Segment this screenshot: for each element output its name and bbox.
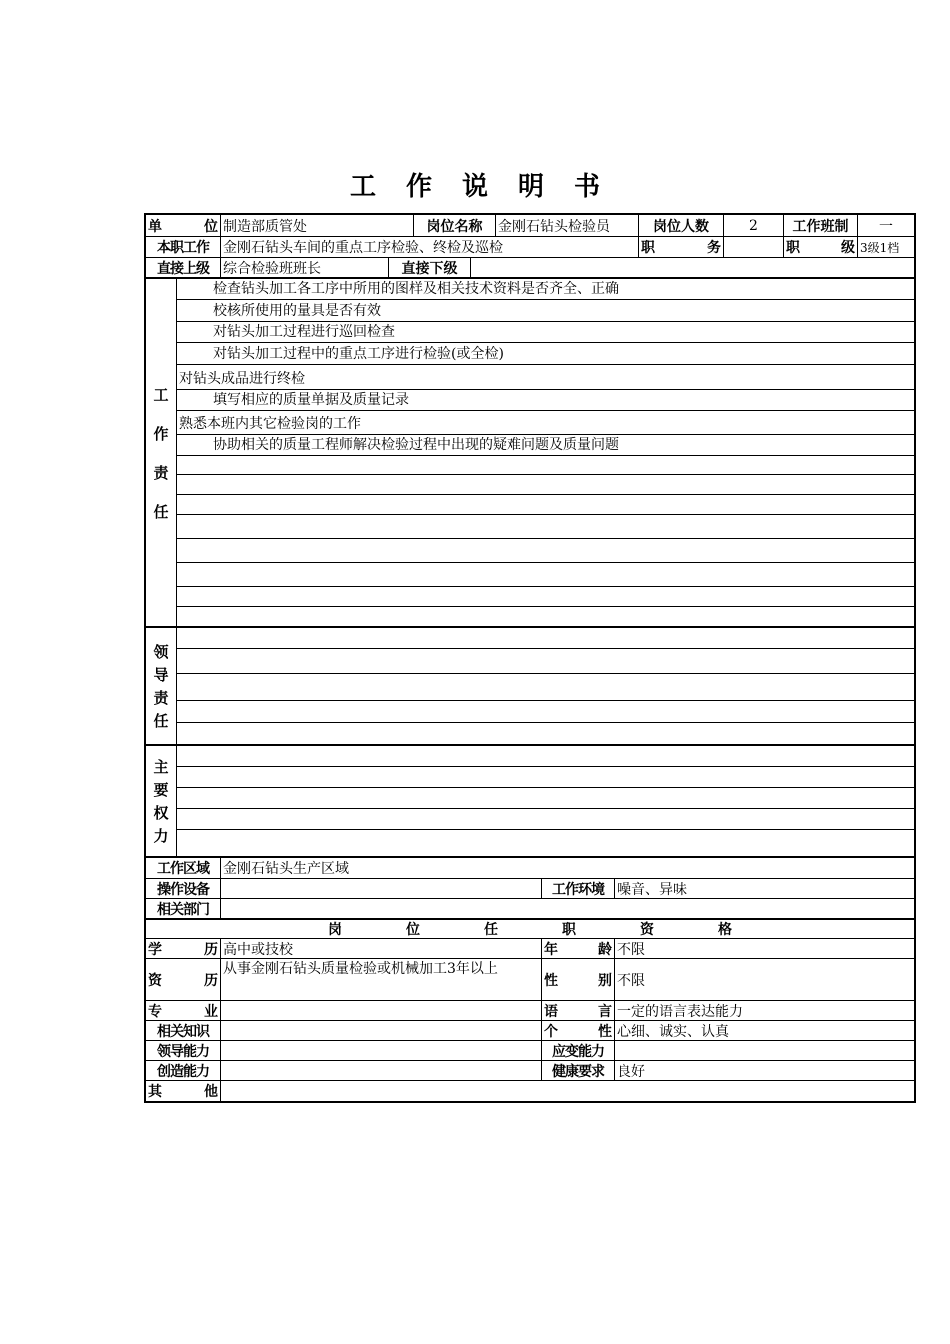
departments-row xyxy=(146,899,914,920)
label-char: 职 xyxy=(786,240,800,256)
lead-label-char: 领 xyxy=(153,643,169,661)
resp-label-char: 责 xyxy=(153,463,169,482)
experience-value: 从事金刚石钻头质量检验或机械加工3年以上 xyxy=(221,959,542,1000)
creativity-value xyxy=(221,1061,542,1080)
label-char: 资 xyxy=(148,972,162,989)
experience-row xyxy=(146,959,914,1001)
qual-heading-char: 资 xyxy=(640,922,654,938)
creativity-row xyxy=(146,1061,914,1081)
post-name-label: 岗位名称 xyxy=(414,215,496,236)
page-title: 工作说明书 xyxy=(349,172,630,202)
leadership-lines xyxy=(177,628,914,744)
qualification-heading xyxy=(146,920,914,938)
post-name-value: 金刚石钻头检验员 xyxy=(496,215,639,236)
leadership-line xyxy=(177,628,914,649)
work-area-row xyxy=(146,858,914,879)
health-value: 良好 xyxy=(617,1063,645,1080)
other-value xyxy=(221,1081,914,1101)
label-char: 位 xyxy=(204,218,218,235)
header-row-1 xyxy=(146,215,914,237)
qual-heading-char: 职 xyxy=(562,922,576,938)
equipment-value xyxy=(221,879,542,898)
departments-label: 相关部门 xyxy=(146,899,221,918)
authority-line xyxy=(177,830,914,856)
responsibility-item xyxy=(177,587,914,607)
shift-value: 一 xyxy=(879,218,893,235)
qual-heading-char: 岗 xyxy=(328,922,342,938)
label-char: 年 xyxy=(544,941,558,958)
headcount-value: 2 xyxy=(724,215,784,236)
label-char: 他 xyxy=(204,1084,218,1100)
equipment-label: 操作设备 xyxy=(146,879,221,898)
authority-line xyxy=(177,788,914,809)
responsibility-item xyxy=(177,475,914,494)
auth-label-char: 权 xyxy=(153,804,169,822)
authority-label xyxy=(146,746,177,856)
departments-value xyxy=(221,899,914,918)
label-char: 业 xyxy=(204,1003,218,1020)
unit-label xyxy=(146,215,221,236)
adaptability-value xyxy=(615,1041,914,1060)
language-label xyxy=(542,1001,615,1020)
authority-line xyxy=(177,809,914,830)
age-label xyxy=(542,939,615,958)
label-char: 个 xyxy=(544,1023,558,1040)
responsibility-item: 检查钻头加工各工序中所用的图样及相关技术资料是否齐全、正确 xyxy=(177,279,914,300)
resp-label-char: 工 xyxy=(153,385,169,404)
rank-label xyxy=(784,237,858,257)
label-char: 龄 xyxy=(598,941,612,958)
superior-value: 综合检验班班长 xyxy=(221,258,389,277)
job-description-form xyxy=(144,213,916,1103)
leadership-line xyxy=(177,723,914,744)
label-char: 级 xyxy=(841,240,855,256)
leadership-ability-row xyxy=(146,1041,914,1061)
lead-label-char: 任 xyxy=(153,712,169,730)
label-char: 其 xyxy=(148,1084,162,1100)
personality-value: 心细、诚实、认真 xyxy=(617,1023,729,1040)
label-char: 历 xyxy=(204,941,218,958)
responsibility-item xyxy=(177,607,914,626)
auth-label-char: 要 xyxy=(153,781,169,799)
headcount-label: 岗位人数 xyxy=(639,215,724,236)
other-label xyxy=(146,1081,221,1101)
qual-heading-char: 位 xyxy=(406,922,420,938)
label-char: 性 xyxy=(544,972,558,989)
responsibility-item: 对钻头加工过程进行巡回检查 xyxy=(177,322,914,343)
leadership-section xyxy=(146,628,914,746)
creativity-label: 创造能力 xyxy=(146,1061,221,1080)
responsibility-item xyxy=(177,539,914,563)
authority-line xyxy=(177,767,914,788)
responsibility-item: 对钻头加工过程中的重点工序进行检验(或全检) xyxy=(177,343,914,365)
subordinate-label: 直接下级 xyxy=(389,258,471,277)
authority-lines xyxy=(177,746,914,856)
unit-value: 制造部质管处 xyxy=(221,215,414,236)
education-label xyxy=(146,939,221,958)
leadership-label xyxy=(146,628,177,744)
label-char: 单 xyxy=(148,218,162,235)
authority-section xyxy=(146,746,914,858)
responsibility-item: 填写相应的质量单据及质量记录 xyxy=(177,390,914,411)
responsibility-item: 协助相关的质量工程师解决检验过程中出现的疑难问题及质量问题 xyxy=(177,435,914,456)
education-value: 高中或技校 xyxy=(221,939,542,958)
lead-label-char: 导 xyxy=(153,666,169,684)
language-value: 一定的语言表达能力 xyxy=(617,1003,743,1020)
environment-value: 噪音、异味 xyxy=(617,881,687,898)
leadership-ability-label: 领导能力 xyxy=(146,1041,221,1060)
label-char: 别 xyxy=(598,972,612,989)
qual-heading-char: 任 xyxy=(484,922,498,938)
rank-value: 3级1档 xyxy=(860,240,900,255)
knowledge-label: 相关知识 xyxy=(146,1021,221,1040)
responsibility-item xyxy=(177,515,914,540)
resp-label-char: 作 xyxy=(153,424,169,443)
label-char: 学 xyxy=(148,941,162,958)
experience-label xyxy=(146,959,221,1000)
authority-line xyxy=(177,746,914,767)
label-char: 性 xyxy=(598,1023,612,1040)
qual-heading-char: 格 xyxy=(718,922,732,938)
subordinate-value xyxy=(471,258,914,277)
shift-label: 工作班制 xyxy=(784,215,858,236)
education-row xyxy=(146,939,914,959)
header-row-3 xyxy=(146,258,914,279)
knowledge-row xyxy=(146,1021,914,1041)
duty-value xyxy=(724,237,784,257)
label-char: 历 xyxy=(204,972,218,989)
label-char: 务 xyxy=(707,240,721,256)
label-char: 言 xyxy=(598,1003,612,1020)
health-label: 健康要求 xyxy=(542,1061,615,1080)
major-value xyxy=(221,1001,542,1020)
equipment-row xyxy=(146,879,914,899)
leadership-line xyxy=(177,649,914,674)
work-area-value: 金刚石钻头生产区域 xyxy=(223,861,349,877)
responsibility-item xyxy=(177,456,914,475)
work-area-label: 工作区域 xyxy=(146,858,221,878)
responsibility-item: 对钻头成品进行终检 xyxy=(177,365,914,390)
responsibilities-label xyxy=(146,279,177,626)
responsibility-item xyxy=(177,563,914,587)
adaptability-label: 应变能力 xyxy=(542,1041,615,1060)
environment-label: 工作环境 xyxy=(542,879,615,898)
auth-label-char: 主 xyxy=(153,758,169,776)
main-work-label: 本职工作 xyxy=(146,237,221,257)
qualification-heading-row xyxy=(146,920,914,939)
leadership-line xyxy=(177,701,914,723)
responsibility-item xyxy=(177,495,914,515)
lead-label-char: 责 xyxy=(153,689,169,707)
age-value: 不限 xyxy=(617,941,645,958)
responsibility-item: 校核所使用的量具是否有效 xyxy=(177,300,914,322)
label-char: 语 xyxy=(544,1003,558,1020)
leadership-line xyxy=(177,674,914,701)
duty-label xyxy=(639,237,724,257)
leadership-ability-value xyxy=(221,1041,542,1060)
header-row-2 xyxy=(146,237,914,258)
knowledge-value xyxy=(221,1021,542,1040)
personality-label xyxy=(542,1021,615,1040)
auth-label-char: 力 xyxy=(153,827,169,845)
responsibilities-section xyxy=(146,279,914,628)
major-row xyxy=(146,1001,914,1021)
label-char: 职 xyxy=(641,240,655,256)
gender-value: 不限 xyxy=(617,972,645,989)
responsibility-item: 熟悉本班内其它检验岗的工作 xyxy=(177,411,914,436)
gender-label xyxy=(542,959,615,1000)
responsibilities-lines xyxy=(177,279,914,626)
resp-label-char: 任 xyxy=(153,502,169,521)
label-char: 专 xyxy=(148,1003,162,1020)
other-row xyxy=(146,1081,914,1101)
main-work-value: 金刚石钻头车间的重点工序检验、终检及巡检 xyxy=(221,237,639,257)
qualification-heading-text xyxy=(296,920,764,938)
major-label xyxy=(146,1001,221,1020)
superior-label: 直接上级 xyxy=(146,258,221,277)
